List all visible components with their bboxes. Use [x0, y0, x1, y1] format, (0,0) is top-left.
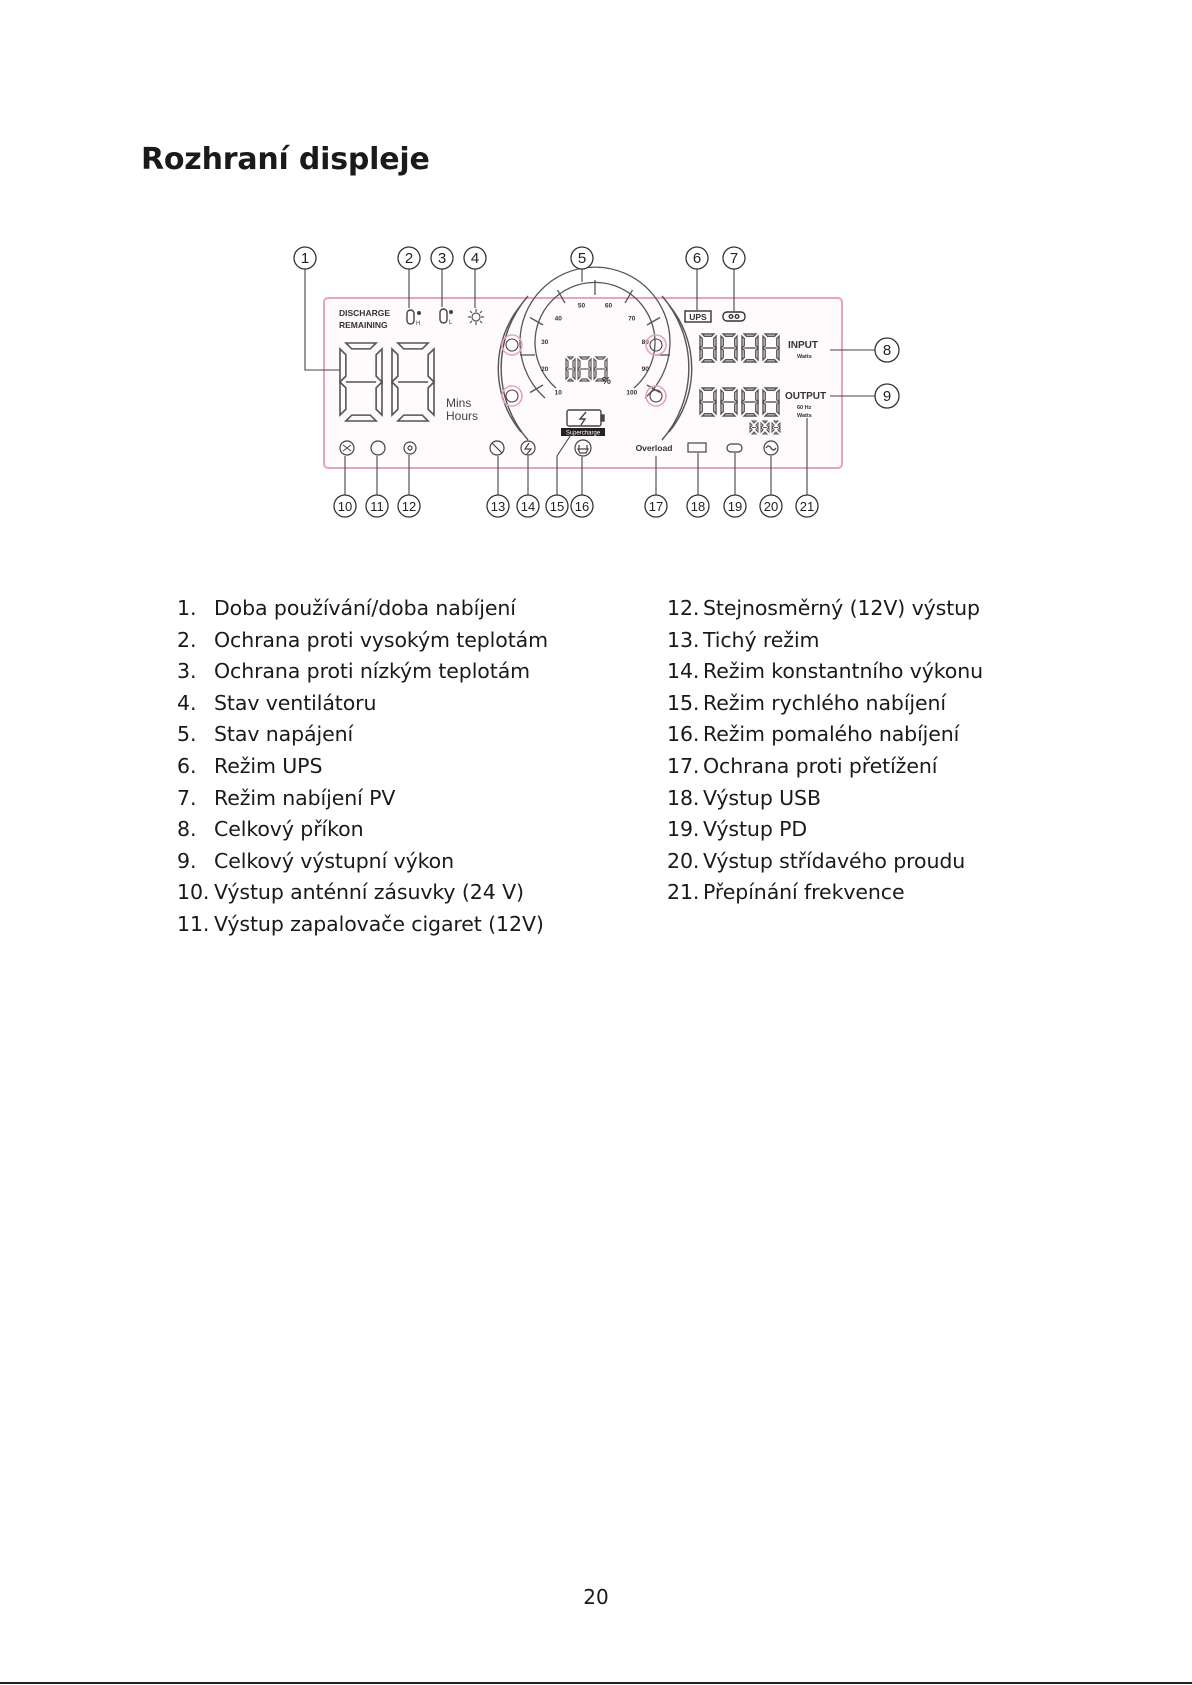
- legend-item-number: 21.: [667, 880, 700, 905]
- legend-item-text: Režim pomalého nabíjení: [703, 722, 960, 747]
- legend-item-text: Tichý režim: [703, 627, 820, 652]
- high-temp-letter: H: [416, 321, 421, 327]
- hours-label: Hours: [446, 409, 479, 423]
- legend-item: [667, 719, 1127, 751]
- gauge-tick-label: 20: [541, 366, 549, 373]
- legend-item: [177, 593, 657, 625]
- callout-number: 11: [370, 499, 384, 514]
- legend-item-text: Stav napájení: [214, 722, 354, 747]
- callout-number: 17: [648, 499, 664, 514]
- hz-label: 60 Hz: [797, 405, 812, 411]
- input-watts-label: Watts: [797, 354, 812, 360]
- legend-item-number: 1.: [177, 596, 197, 620]
- legend-item-text: Stejnosměrný (12V) výstup: [703, 596, 980, 620]
- callout-number: 21: [799, 499, 815, 514]
- callout-number: 10: [337, 499, 353, 514]
- callout-number: 2: [404, 250, 414, 267]
- legend-item-number: 19.: [667, 817, 700, 842]
- legend-item-text: Režim rychlého nabíjení: [703, 690, 947, 715]
- legend-item-number: 13.: [667, 627, 700, 652]
- callout-number: 5: [577, 250, 587, 267]
- callout-number: 4: [470, 250, 480, 267]
- legend-item-number: 12.: [667, 596, 700, 620]
- legend-item: [177, 846, 657, 878]
- page-title: Rozhraní displeje: [141, 142, 430, 177]
- legend-item-text: Výstup anténní zásuvky (24 V): [214, 880, 524, 905]
- ups-label: UPS: [689, 312, 707, 322]
- callout-number: 18: [690, 499, 706, 514]
- gauge-tick-label: 70: [628, 315, 636, 323]
- legend-item-number: 14.: [667, 659, 700, 684]
- legend-item: [667, 783, 1127, 815]
- legend-item: [177, 814, 657, 846]
- output-watts-label: Watts: [797, 413, 812, 419]
- legend-item: [177, 783, 657, 815]
- legend-item: [177, 656, 657, 688]
- percent-sign: %: [602, 376, 611, 387]
- mins-label: Mins: [446, 396, 472, 410]
- legend-item-number: 17.: [667, 753, 700, 778]
- legend-list-left: [177, 593, 657, 941]
- legend-item-text: Výstup zapalovače cigaret (12V): [214, 911, 544, 936]
- legend-item-number: 20.: [667, 848, 700, 873]
- legend-item-text: Celkový příkon: [214, 817, 364, 842]
- legend-item: [667, 814, 1127, 846]
- legend-item-text: Režim nabíjení PV: [214, 785, 396, 810]
- legend-item: [177, 877, 657, 909]
- legend-item: [177, 719, 657, 751]
- callout-number: 8: [882, 342, 892, 359]
- supercharge-label: Supercharge: [565, 430, 601, 437]
- legend-item-text: Výstup střídavého proudu: [703, 848, 966, 873]
- legend-item-number: 11.: [177, 911, 210, 936]
- callout-number: 9: [882, 388, 892, 405]
- gauge-tick-label: 80: [641, 339, 649, 346]
- legend-item-number: 16.: [667, 722, 700, 747]
- legend-item: [177, 751, 657, 783]
- gauge-tick-label: 60: [604, 302, 613, 310]
- legend-item-number: 3.: [177, 659, 197, 684]
- legend-item-number: 4.: [177, 690, 197, 715]
- gauge-tick-label: 40: [554, 315, 562, 323]
- legend-item-number: 15.: [667, 690, 700, 715]
- legend-item: [667, 688, 1127, 720]
- remaining-label: REMAINING: [339, 320, 388, 330]
- legend-item-number: 2.: [177, 627, 197, 652]
- legend-item: [667, 846, 1127, 878]
- legend-item-number: 10.: [177, 880, 210, 905]
- output-label: OUTPUT: [785, 391, 827, 402]
- legend-item-number: 7.: [177, 785, 197, 810]
- callout-number: 16: [574, 499, 590, 514]
- gauge-tick-label: 30: [541, 339, 549, 346]
- callout-number: 6: [692, 250, 702, 267]
- legend-item: [667, 593, 1127, 625]
- legend-item-text: Ochrana proti přetížení: [703, 753, 938, 778]
- legend-item-text: Režim konstantního výkonu: [703, 659, 984, 684]
- legend-item-text: Celkový výstupní výkon: [214, 848, 455, 873]
- callout-number: 20: [763, 499, 779, 514]
- gauge-tick-label: 10: [554, 389, 562, 397]
- overload-label: Overload: [635, 443, 673, 453]
- discharge-label: DISCHARGE: [339, 308, 391, 318]
- callout-number: 1: [300, 250, 310, 267]
- lcd-frame: [324, 298, 842, 468]
- gauge-tick-label: 50: [577, 302, 586, 310]
- legend-item-number: 5.: [177, 722, 197, 747]
- legend-item-text: Stav ventilátoru: [214, 690, 377, 715]
- low-temp-letter: L: [449, 320, 453, 326]
- legend-item-text: Ochrana proti vysokým teplotám: [214, 627, 548, 652]
- legend-item-text: Přepínání frekvence: [703, 880, 905, 905]
- legend-item: [667, 751, 1127, 783]
- legend-item-number: 6.: [177, 753, 197, 778]
- display-diagram: [0, 0, 1192, 560]
- callout-number: 15: [549, 499, 565, 514]
- gauge-tick-label: 90: [641, 366, 649, 373]
- legend-item: [667, 625, 1127, 657]
- page-number: 20: [583, 1585, 609, 1609]
- legend-item: [177, 909, 657, 941]
- callout-number: 7: [729, 250, 739, 267]
- legend-item: [177, 625, 657, 657]
- frequency-digits: [750, 421, 780, 434]
- bottom-rule: [0, 1682, 1192, 1684]
- legend-item: [177, 688, 657, 720]
- callout-number: 19: [727, 499, 743, 514]
- legend-list-right: [667, 593, 1127, 909]
- legend-item-number: 18.: [667, 785, 700, 810]
- callout-number: 14: [520, 499, 536, 514]
- legend-item-text: Režim UPS: [214, 753, 323, 778]
- legend-item: [667, 656, 1127, 688]
- callout-number: 12: [401, 499, 417, 514]
- input-label: INPUT: [788, 340, 818, 351]
- callout-number: 3: [437, 250, 447, 267]
- legend-item: [667, 877, 1127, 909]
- legend-item-number: 9.: [177, 848, 197, 873]
- legend-item-text: Doba používání/doba nabíjení: [214, 596, 516, 620]
- legend-item-text: Výstup PD: [703, 817, 808, 842]
- legend-item-text: Ochrana proti nízkým teplotám: [214, 659, 531, 684]
- legend-item-number: 8.: [177, 817, 197, 842]
- callout-number: 13: [490, 499, 506, 514]
- gauge-tick-label: 100: [626, 389, 638, 397]
- legend-item-text: Výstup USB: [703, 785, 821, 810]
